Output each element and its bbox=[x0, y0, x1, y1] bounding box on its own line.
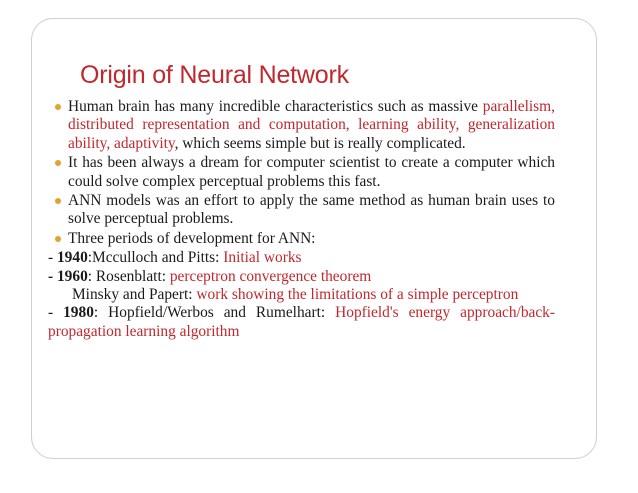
bullet-3-text: ANN models was an effort to apply the same method as human brain uses to solve perceptual problems. bbox=[68, 192, 555, 228]
period-1960-names: : Rosenblatt: bbox=[87, 267, 170, 285]
bullet-1-tail: , which seems simple but is really complicated. bbox=[174, 134, 466, 152]
bullet-dot-icon bbox=[55, 198, 61, 204]
period-1940-dash: - bbox=[48, 249, 57, 267]
period-1960 bbox=[48, 268, 555, 286]
bullet-item-4 bbox=[55, 230, 555, 248]
bullet-1-text: Human brain has many incredible characteristics such as massive bbox=[68, 98, 483, 115]
slide-title: Origin of Neural Network bbox=[80, 61, 349, 89]
bullet-dot-icon bbox=[55, 236, 61, 242]
bullet-dot-icon bbox=[55, 160, 61, 166]
period-1940-names: :Mcculloch and Pitts: bbox=[87, 249, 224, 267]
period-1980-dash: - bbox=[48, 304, 64, 322]
period-1980-names: : Hopfield/Werbos and Rumelhart: bbox=[93, 304, 336, 322]
bullet-item-3 bbox=[55, 192, 555, 229]
bullet-4-text: Three periods of development for ANN: bbox=[68, 229, 316, 247]
bullet-dot-icon bbox=[55, 104, 61, 110]
period-1960-dash: - bbox=[48, 267, 57, 285]
period-1960-year: 1960 bbox=[56, 267, 88, 285]
slide-body bbox=[48, 98, 556, 341]
period-1940-year: 1940 bbox=[56, 249, 88, 267]
bullet-item-2 bbox=[55, 154, 555, 191]
bullet-1-highlight: parallelism, distributed representation and computation, learning ability, generalization ability, adaptivity bbox=[68, 98, 555, 152]
period-1940 bbox=[48, 249, 555, 267]
bullet-item-1 bbox=[55, 98, 555, 153]
period-1960-minsky-names: Minsky and Papert: bbox=[72, 286, 197, 304]
period-1960-minsky bbox=[55, 286, 555, 304]
period-1980-topic: Hopfield's energy approach/back-propagation learning algorithm bbox=[48, 304, 556, 340]
period-1960-topic: perceptron convergence theorem bbox=[169, 267, 372, 285]
period-1980-year: 1980 bbox=[63, 304, 94, 322]
period-1980 bbox=[48, 304, 555, 341]
period-1960-minsky-topic: work showing the limitations of a simple perceptron bbox=[196, 286, 519, 304]
bullet-2-text: It has been always a dream for computer scientist to create a computer which could solve complex perceptual problems this fast. bbox=[68, 154, 555, 190]
period-1940-topic: Initial works bbox=[223, 249, 302, 267]
